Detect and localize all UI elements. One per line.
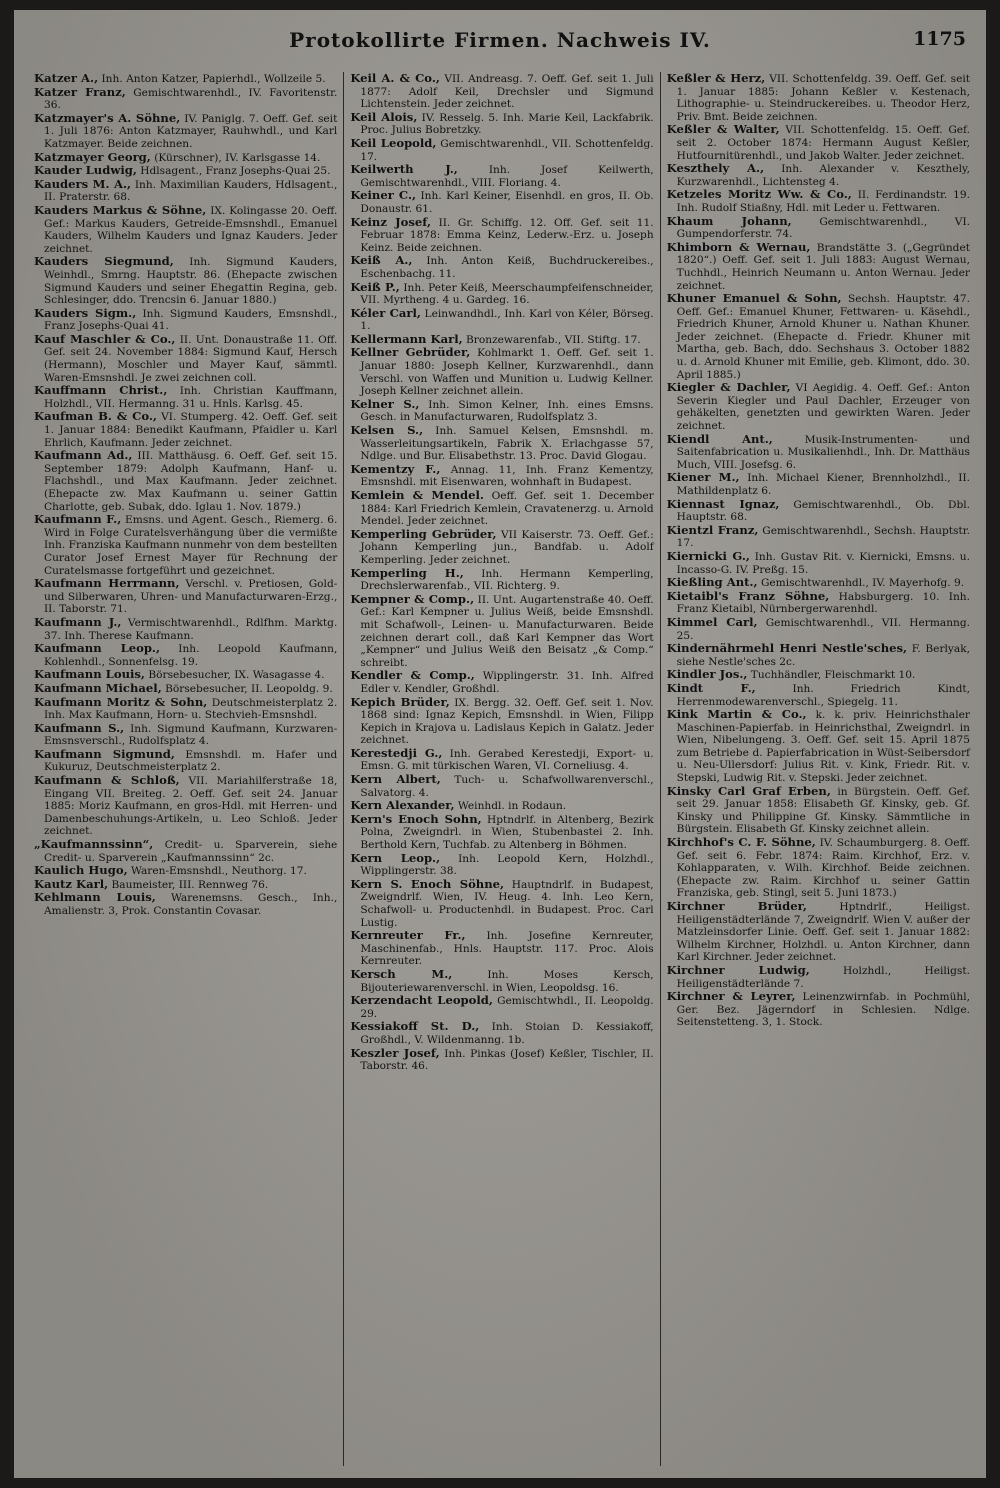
- firm-details: Oeff. Gef. seit 1. December 1884: Karl Friedrich Kemlein, Cravatenerzg. u. Arnold Mendel. Jeder zeichnet.: [360, 490, 654, 528]
- firm-entry: [350, 307, 653, 333]
- firm-entry: [350, 528, 653, 567]
- firm-name: Kaufmann Sigmund,: [34, 746, 175, 761]
- firm-entry: [667, 123, 970, 162]
- firm-name: Kirchner Ludwig,: [666, 962, 810, 977]
- firm-name: Kersch M.,: [350, 966, 453, 981]
- firm-details: Inh. Moses Kersch, Bijouteriewarenverschl. in Wien, Leopoldsg. 16.: [360, 968, 654, 994]
- firm-entry: [667, 668, 970, 682]
- firm-entry: [34, 774, 337, 838]
- firm-entry: [34, 86, 337, 112]
- firm-entry: [34, 449, 337, 513]
- firm-details: Börsebesucher, IX. Wasagasse 4.: [148, 669, 325, 682]
- firm-details: II. Unt. Augartenstraße 40. Oeff. Gef.: Karl Kempner u. Julius Weiß, beide Emsnshdl. mit Schafwoll-, Leinen- u. Manufacturwaren. Beide zeichnen derart coll., daß Karl Kempner das Wort „Kempner“ und Julius Weiß den Beisatz „& Comp.“ schreibt.: [360, 593, 654, 669]
- firm-details: Inh. Gerabed Kerestedji, Export- u. Emsn. G. mit türkischen Waren, VI. Corneliusg. 4.: [360, 747, 654, 773]
- firm-details: Hauptndrlf. in Budapest, Zweigndrlf. Wien, IV. Heug. 4. Inh. Leo Kern, Schafwoll- u. Productenhdl. in Budapest. Proc. Carl Lustig.: [360, 878, 654, 929]
- firm-entry: [350, 216, 653, 255]
- firm-details: IX. Bergg. 32. Oeff. Gef. seit 1. Nov. 1868 sind: Ignaz Kepich, Emsnshdl. in Wien, Filipp Kepich in Krajova u. Ladislaus Kepich in Galatz. Jeder zeichnet.: [360, 696, 654, 747]
- firm-name: Kaufmann S.,: [34, 720, 125, 735]
- firm-entry: [667, 292, 970, 381]
- firm-details: VII Kaiserstr. 73. Oeff. Gef.: Johann Kemperling jun., Bandfab. u. Adolf Kemperling. Jeder zeichnet.: [360, 528, 654, 566]
- firm-name: Kaufmann Leop.,: [34, 641, 161, 656]
- firm-details: Inh. Samuel Kelsen, Emsnshdl. m. Wasserleitungsartikeln, Fabrik X. Erlachgasse 57, Ndlge. und Bur. Elisabethstr. 13. Proc. David Glogau.: [360, 425, 654, 463]
- column-left: [28, 72, 344, 1466]
- firm-details: Inh. Peter Keiß, Meerschaumpfeifenschneider, VII. Myrtheng. 4 u. Gardeg. 16.: [360, 281, 654, 307]
- firm-name: Kern Alexander,: [350, 798, 455, 813]
- firm-name: Kientzl Franz,: [666, 522, 759, 537]
- firm-name: Kirchhof's C. F. Söhne,: [666, 835, 816, 850]
- firm-name: Keilwerth J.,: [350, 162, 458, 177]
- firm-name: Keiner C.,: [350, 188, 417, 203]
- firm-entry: [667, 188, 970, 214]
- firm-entry: [34, 112, 337, 151]
- firm-details: Gemischtwarenhdl., Sechsh. Hauptstr. 17.: [676, 524, 970, 550]
- firm-details: Gemischtwarenhdl., VII. Hermanng. 25.: [676, 616, 970, 642]
- firm-entry: [34, 255, 337, 306]
- firm-name: Kellner Gebrüder,: [350, 345, 471, 360]
- firm-details: II. Gr. Schiffg. 12. Off. Gef. seit 11. Februar 1878: Emma Keinz, Lederw.-Erz. u. Joseph Keinz. Beide zeichnen.: [360, 216, 654, 254]
- firm-details: Inh. Anton Keiß, Buchdruckereibes., Eschenbachg. 11.: [360, 255, 654, 280]
- firm-entry: [350, 463, 653, 489]
- firm-entry: [667, 785, 970, 836]
- firm-name: Kiennast Ignaz,: [666, 496, 780, 511]
- firm-details: Inh. Anton Katzer, Papierhdl., Wollzeile 5.: [101, 73, 326, 85]
- firm-name: Kemperling H.,: [350, 565, 464, 580]
- firm-details: Weinhdl. in Rodaun.: [457, 800, 567, 813]
- firm-details: Sechsh. Hauptstr. 47. Oeff. Gef.: Emanuel Khuner, Fettwaren- u. Käsehdl., Friedrich Khuner, Arnold Khuner u. Nathan Khuner. Jeder zeichnet. (Ehepacte d. Friedr. Khuner mit Martha, geb. Bach, ddo. Sechshaus 3. October 1882 u. d. Arnold Khuner mit Emilie, geb. Klimont, ddo. 30. April 1885.): [676, 293, 970, 381]
- firm-entry: [350, 593, 653, 670]
- firm-details: in Bürgstein. Oeff. Gef. seit 29. Januar 1858: Elisabeth Gf. Kinsky, geb. Gf. Kinsky und Philippine Gf. Kinsky. Sämmtliche in Bürgstein. Elisabeth Gf. Kinsky zeichnet allein.: [676, 785, 970, 836]
- firm-details: IV. Resselg. 5. Inh. Marie Keil, Lackfabrik. Proc. Julius Bobretzky.: [360, 111, 654, 137]
- firm-name: Kauders Markus & Söhne,: [34, 202, 207, 217]
- firm-name: Kießling Ant.,: [666, 575, 758, 590]
- firm-entry: [350, 346, 653, 397]
- firm-details: Inh. Hermann Kemperling, Drechslerwarenfab., VII. Richterg. 9.: [360, 567, 654, 593]
- firm-name: Kepich Brüder,: [350, 694, 450, 709]
- firm-name: Keinz Josef,: [350, 214, 432, 229]
- firm-details: II. Unt. Donaustraße 11. Off. Gef. seit 24. November 1884: Sigmund Kauf, Hersch (Hermann), Moschler und Mayer Kauf, sämmtl. Waren-Emsnshdl. Je zwei zeichnen coll.: [44, 333, 338, 384]
- firm-entry: [34, 178, 337, 204]
- firm-name: Kementzy F.,: [350, 461, 441, 476]
- firm-entry: [34, 164, 337, 178]
- firm-name: Kautz Karl,: [34, 876, 109, 891]
- firm-entry: [34, 72, 337, 86]
- firm-name: Kindler Jos.,: [666, 667, 748, 682]
- firm-details: IV. Paniglg. 7. Oeff. Gef. seit 1. Juli 1876: Anton Katzmayer, Rauhwhdl., und Karl Katzmayer. Beide zeichnen.: [44, 112, 338, 150]
- firm-details: III. Matthäusg. 6. Oeff. Gef. seit 15. September 1879: Adolph Kaufmann, Hanf- u. Flachshdl., und Max Kaufmann. Jeder zeichnet. (Ehepacte zw. Max Kaufmann u. seiner Gattin Charlotte, geb. Subak, ddo. Iglau 1. Nov. 1879.): [44, 450, 338, 513]
- firm-name: Khaum Johann,: [666, 213, 792, 228]
- firm-entry: [34, 616, 337, 642]
- firm-details: Inh. Leopold Kaufmann, Kohlenhdl., Sonnenfelsg. 19.: [44, 643, 338, 668]
- firm-details: Kohlmarkt 1. Oeff. Gef. seit 1. Januar 1880: Joseph Kellner, Kurzwarenhdl., dann Verschl. von Waffen und Munition u. Ludwig Kellner. Joseph Kellner zeichnet allein.: [360, 347, 654, 398]
- firm-name: Kauf Maschler & Co.,: [34, 331, 176, 346]
- firm-name: Kern Albert,: [350, 772, 441, 787]
- firm-entry: [667, 162, 970, 188]
- firm-name: Kemlein & Mendel.: [350, 488, 484, 502]
- firm-name: Kéler Carl,: [350, 305, 421, 320]
- firm-entry: [667, 576, 970, 590]
- firm-name: Keil Leopold,: [350, 135, 437, 150]
- firm-details: Inh. Pinkas (Josef) Keßler, Tischler, II. Taborstr. 46.: [360, 1047, 654, 1073]
- firm-entry: [34, 151, 337, 165]
- firm-details: Börsebesucher, II. Leopoldg. 9.: [165, 682, 333, 695]
- firm-name: Kelner S.,: [350, 396, 420, 411]
- firm-entry: [667, 381, 970, 432]
- firm-entry: [350, 878, 653, 929]
- firm-entry: [667, 471, 970, 497]
- firm-details: Waren-Emsnshdl., Neuthorg. 17.: [131, 865, 307, 878]
- firm-details: Inh. Sigmund Kauders, Emsnshdl., Franz Josephs-Quai 41.: [44, 307, 338, 333]
- firm-entry: [350, 773, 653, 799]
- firm-details: Brandstätte 3. („Gegründet 1820“.) Oeff. Gef. seit 1. Juli 1883: August Wernau, Tuchhdl., Heinrich Neumann u. Anton Wernau. Jeder zeichnet.: [676, 241, 970, 292]
- firm-name: Katzer Franz,: [34, 84, 126, 99]
- firm-name: Kaufmann Louis,: [34, 667, 145, 682]
- firm-details: Inh. Friedrich Kindt, Herrenmodewarenverschl., Spiegelg. 11.: [676, 682, 970, 708]
- firm-entry: [350, 799, 653, 813]
- firm-entry: [34, 410, 337, 449]
- firm-name: Keßler & Herz,: [666, 72, 766, 85]
- firm-name: Khimborn & Wernau,: [666, 239, 811, 254]
- firm-name: Kauders Siegmund,: [34, 254, 174, 269]
- firm-name: Kaufmann Moritz & Sohn,: [34, 694, 208, 709]
- firm-details: Inh. Sigmund Kaufmann, Kurzwaren-Emsnsverschl., Rudolfsplatz 4.: [44, 722, 338, 748]
- firm-name: Khuner Emanuel & Sohn,: [666, 291, 842, 306]
- firm-details: Gemischtwarenhdl., Ob. Dbl. Hauptstr. 68.: [676, 498, 970, 524]
- firm-details: Warenemsns. Gesch., Inh., Amalienstr. 3, Prok. Constantin Covasar.: [44, 892, 338, 917]
- firm-entry: [350, 333, 653, 347]
- firm-details: Inh. Alexander v. Keszthely, Kurzwarenhdl., Lichtensteg 4.: [676, 163, 970, 188]
- firm-details: Credit- u. Sparverein, siehe Credit- u. Sparverein „Kaufmannssinn“ 2c.: [44, 839, 338, 864]
- firm-details: VI Aegidig. 4. Oeff. Gef.: Anton Severin Kiegler und Paul Dachler, Erzeuger von gehäkelten, genetzten und gewirkten Waren. Jeder zeichnet.: [676, 382, 970, 433]
- firm-name: Katzmayer's A. Söhne,: [34, 110, 181, 125]
- firm-details: Inh. Christian Kauffmann, Holzhdl., VII. Hermanng. 31 u. Hnls. Karlsg. 45.: [44, 385, 338, 410]
- firm-details: Leinwandhdl., Inh. Karl von Kéler, Börseg. 1.: [360, 307, 654, 333]
- firm-name: Kiendl Ant.,: [666, 431, 773, 446]
- firm-entry: [667, 964, 970, 990]
- firm-entry: [350, 137, 653, 163]
- firm-name: „Kaufmannssinn“,: [34, 837, 154, 852]
- firm-name: Kellermann Karl,: [350, 331, 463, 346]
- firm-name: Kerzendacht Leopold,: [350, 993, 493, 1008]
- firm-entry: [667, 550, 970, 576]
- firm-name: Kiegler & Dachler,: [666, 380, 791, 395]
- firm-name: Keßler & Walter,: [666, 122, 780, 137]
- firm-name: Keiß P.,: [350, 279, 400, 294]
- firm-name: Kendler & Comp.,: [350, 668, 475, 683]
- firm-name: Kauffmann Christ.,: [34, 383, 168, 398]
- firm-entry: [667, 524, 970, 550]
- firm-name: Kimmel Carl,: [666, 614, 758, 629]
- firm-entry: [34, 696, 337, 722]
- firm-entry: [350, 281, 653, 307]
- firm-details: II. Ferdinandstr. 19. Inh. Rudolf Stiaßny, Hdl. mit Leder u. Fettwaren.: [676, 189, 970, 214]
- firm-details: Emsnshdl. m. Hafer und Kukuruz, Deutschmeisterplatz 2.: [44, 748, 338, 774]
- firm-name: Keszler Josef,: [350, 1045, 440, 1060]
- firm-name: Kempner & Comp.,: [350, 591, 475, 606]
- firm-details: Musik-Instrumenten- und Saitenfabrication u. Musikalienhdl., Inh. Dr. Matthäus Much, VIII. Josefsg. 6.: [676, 433, 970, 471]
- firm-entry: [34, 668, 337, 682]
- firm-name: Kaufmann & Schloß,: [34, 773, 180, 788]
- firm-entry: [667, 836, 970, 900]
- column-right: [661, 72, 976, 1466]
- firm-details: Annag. 11, Inh. Franz Kementzy, Emsnshdl. mit Eisenwaren, wohnhaft in Budapest.: [360, 463, 654, 489]
- firm-entry: [350, 994, 653, 1020]
- firm-details: Wipplingerstr. 31. Inh. Alfred Edler v. Kendler, Großhdl.: [360, 670, 654, 695]
- firm-name: Kink Martin & Co.,: [666, 707, 807, 722]
- firm-entry: [350, 968, 653, 994]
- firm-details: Gemischtwarenhdl., IV. Favoritenstr. 36.: [44, 86, 338, 112]
- firm-name: Kaufman B. & Co.,: [34, 409, 157, 424]
- firm-entry: [350, 929, 653, 968]
- firm-name: Ketzeles Moritz Ww. & Co.,: [666, 187, 852, 202]
- firm-details: Holzhdl., Heiligst. Heiligenstädterlände 7.: [676, 964, 970, 990]
- firm-entry: [34, 722, 337, 748]
- firm-name: Katzer A.,: [34, 72, 99, 85]
- firm-name: Kirchner Brüder,: [666, 899, 807, 913]
- firm-name: Kaufmann Michael,: [34, 680, 162, 695]
- firm-entry: [667, 241, 970, 292]
- firm-details: F. Berlyak, siehe Nestle'sches 2c.: [676, 643, 970, 668]
- firm-name: Kern's Enoch Sohn,: [350, 811, 482, 826]
- firm-entry: [350, 1020, 653, 1046]
- firm-name: Kietaibl's Franz Söhne,: [666, 588, 830, 603]
- firm-entry: [350, 489, 653, 528]
- firm-details: Gemischtwhdl., II. Leopoldg. 29.: [360, 995, 654, 1020]
- firm-entry: [667, 590, 970, 616]
- firm-name: Kauders M. A.,: [34, 176, 132, 191]
- firm-name: Keiß A.,: [350, 253, 413, 268]
- firm-details: Inh. Stoian D. Kessiakoff, Großhdl., V. Wildenmanng. 1b.: [360, 1021, 654, 1046]
- firm-details: Deutschmeisterplatz 2. Inh. Max Kaufmann, Horn- u. Stechvieh-Emsnshdl.: [44, 696, 338, 722]
- firm-details: Vermischtwarenhdl., Rdlfhm. Marktg. 37. Inh. Therese Kaufmann.: [44, 616, 338, 642]
- firm-details: Bronzewarenfab., VII. Stiftg. 17.: [466, 333, 641, 346]
- firm-entry: [34, 891, 337, 917]
- column-container: [28, 72, 976, 1466]
- firm-entry: [667, 900, 970, 964]
- firm-entry: [34, 642, 337, 668]
- firm-name: Keil Alois,: [350, 109, 418, 124]
- firm-entry: [667, 616, 970, 642]
- firm-details: Baumeister, III. Rennweg 76.: [111, 878, 269, 891]
- firm-details: Hptndrlf., Heiligst. Heiligenstädterlände 7, Zweigndrlf. Wien V. außer der Matzleinsdorfer Linie. Oeff. Gef. seit 1. Januar 1882: Wilhelm Kirchner, Holzhdl. u. Anton Kirchner, dann Karl Kirchner. Jeder zeichnet.: [676, 901, 970, 964]
- firm-details: Inh. Karl Keiner, Eisenhdl. en gros, II. Ob. Donaustr. 61.: [360, 190, 654, 215]
- firm-details: VII. Mariahilferstraße 18, Eingang VII. Breiteg. 2. Oeff. Gef. seit 24. Januar 1885: Moriz Kaufmann, en gros-Hdl. mit Herren- und Damenbeschuhungs-Artikeln, u. Leo Schloß. Jeder zeichnet.: [44, 775, 338, 838]
- firm-entry: [34, 384, 337, 410]
- firm-name: Kernreuter Fr.,: [350, 928, 466, 943]
- firm-entry: [34, 333, 337, 384]
- firm-details: Inh. Sigmund Kauders, Weinhdl., Smrng. Hauptstr. 86. (Ehepacte zwischen Sigmund Kauders und seiner Ehegattin Regina, geb. Schlesinger, ddo. Trencsin 6. Januar 1880.): [44, 256, 338, 307]
- firm-name: Kern Leop.,: [350, 850, 441, 865]
- firm-entry: [667, 642, 970, 668]
- firm-name: Kindt F.,: [666, 680, 756, 695]
- firm-details: Inh. Maximilian Kauders, Hdlsagent., II. Praterstr. 68.: [44, 178, 338, 204]
- firm-entry: [350, 254, 653, 280]
- firm-entry: [34, 577, 337, 616]
- firm-details: VII. Schottenfeldg. 15. Oeff. Gef. seit 2. October 1874: Hermann August Keßler, Hutfournitürenhdl., und Jakob Walter. Jeder zeichnet.: [676, 124, 970, 162]
- firm-entry: [667, 72, 970, 123]
- firm-entry: [667, 682, 970, 708]
- firm-entry: [667, 215, 970, 241]
- firm-details: IV. Schaumburgerg. 8. Oeff. Gef. seit 6. Febr. 1874: Raim. Kirchhof, Erz. v. Kohlapparaten, v. Wilh. Kirchhof. Beide zeichnen. (Ehepacte zw. Raim. Kirchhof u. seiner Gattin Franziska, geb. Stingl, seit 5. Juni 1873.): [676, 837, 970, 900]
- firm-details: VII. Schottenfeldg. 39. Oeff. Gef. seit 1. Januar 1885: Johann Keßler v. Kestenach, Lithographie- u. Steindruckereibes. u. Theodor Herz, Priv. Bmt. Beide zeichnen.: [676, 73, 970, 123]
- firm-details: Gemischtwarenhdl., IV. Mayerhofg. 9.: [760, 577, 965, 590]
- firm-details: Tuchhändler, Fleischmarkt 10.: [750, 669, 916, 682]
- firm-entry: [350, 1047, 653, 1073]
- firm-entry: [350, 424, 653, 463]
- firm-details: Hdlsagent., Franz Josephs-Quai 25.: [140, 165, 331, 178]
- firm-details: (Kürschner), IV. Karlsgasse 14.: [154, 151, 321, 164]
- firm-name: Kessiakoff St. D.,: [350, 1019, 480, 1034]
- firm-details: Leinenzwirnfab. in Pochmühl, Ger. Bez. Jägerndorf in Schlesien. Ndlge. Seitenstetteng. 3, 1. Stock.: [676, 991, 970, 1029]
- firm-name: Kelsen S.,: [350, 423, 424, 438]
- firm-details: Hptndrlf. in Altenberg, Bezirk Polna, Zweigndrl. in Wien, Stubenbastei 2. Inh. Berthold Kern, Tuchfab. zu Altenberg in Böhmen.: [360, 813, 654, 852]
- firm-entry: [34, 682, 337, 696]
- firm-entry: [350, 567, 653, 593]
- firm-entry: [350, 747, 653, 773]
- firm-name: Kerestedji G.,: [350, 745, 443, 760]
- firm-details: Gemischtwarenhdl., VI. Gumpendorferstr. 74.: [676, 215, 970, 241]
- firm-entry: [34, 838, 337, 864]
- firm-name: Kaufmann Ad.,: [34, 448, 133, 463]
- firm-details: k. k. priv. Heinrichsthaler Maschinen-Papierfab. in Heinrichsthal, Zweigndrl. in Wien, Nibelungeng. 3. Oeff. Gef. seit 15. April 1875 zum Betriebe d. Papierfabrication in Wüst-Seibersdorf u. Neu-Ullersdorf: Julius Rit. v. Kink, Friedr. Rit. v. Stepski, Ludwig Rit. v. Stepski. Jeder zeichnet.: [676, 709, 970, 785]
- firm-details: Inh. Josefine Kernreuter, Maschinenfab., Hnls. Hauptstr. 117. Proc. Alois Kernreuter.: [360, 930, 654, 968]
- firm-entry: [350, 813, 653, 852]
- firm-details: Tuch- u. Schafwollwarenverschl., Salvatorg. 4.: [360, 774, 654, 799]
- firm-details: Emsns. und Agent. Gesch., Riemerg. 6. Wird in Folge Curatelsverhängung über die vermißte Inh. Franziska Kaufmann nunmehr von dem bestellten Curator Josef Ernest Mayer für Rechnung der Curatelsmasse fortgeführt und gezeichnet.: [44, 514, 338, 577]
- firm-name: Keil A. & Co.,: [350, 72, 440, 85]
- firm-name: Kiernicki G.,: [666, 548, 750, 563]
- firm-entry: [350, 189, 653, 215]
- firm-name: Kaufmann F.,: [34, 512, 122, 527]
- firm-name: Kaufmann J.,: [34, 614, 122, 629]
- firm-details: VII. Andreasg. 7. Oeff. Gef. seit 1. Juli 1877: Adolf Keil, Drechsler und Sigmund Lichtenstein. Jeder zeichnet.: [360, 73, 654, 111]
- firm-name: Keszthely A.,: [666, 161, 765, 176]
- firm-entry: [667, 708, 970, 785]
- firm-entry: [34, 748, 337, 774]
- firm-details: Inh. Simon Kelner, Inh. eines Emsns. Gesch. in Manufacturwaren, Rudolfsplatz 3.: [360, 398, 654, 424]
- firm-name: Kemperling Gebrüder,: [350, 526, 497, 541]
- firm-entry: [350, 696, 653, 747]
- column-middle: [344, 72, 660, 1466]
- firm-details: Inh. Josef Keilwerth, Gemischtwarenhdl., VIII. Floriang. 4.: [360, 164, 654, 189]
- firm-name: Kehlmann Louis,: [34, 890, 156, 905]
- firm-entry: [350, 111, 653, 137]
- firm-name: Kaufmann Herrmann,: [34, 576, 180, 591]
- firm-entry: [34, 204, 337, 255]
- firm-name: Kinsky Carl Graf Erben,: [666, 783, 831, 798]
- firm-details: Verschl. v. Pretiosen, Gold- und Silberwaren, Uhren- und Manufacturwaren-Erzg., II. Taborstr. 71.: [44, 578, 338, 616]
- page-header: [14, 28, 986, 64]
- firm-name: Kirchner & Leyrer,: [666, 989, 796, 1004]
- firm-details: Inh. Gustav Rit. v. Kiernicki, Emsns. u. Incasso-G. IV. Preßg. 15.: [676, 550, 970, 576]
- directory-page: [14, 10, 986, 1478]
- firm-name: Katzmayer Georg,: [34, 149, 151, 164]
- firm-name: Kindernährmehl Henri Nestle'sches,: [666, 641, 908, 656]
- firm-details: VI. Stumperg. 42. Oeff. Gef. seit 1. Januar 1884: Benedikt Kaufmann, Pfaidler u. Karl Ehrlich, Kaufmann. Jeder zeichnet.: [44, 411, 338, 449]
- firm-name: Kiener M.,: [666, 470, 740, 485]
- firm-entry: [667, 990, 970, 1029]
- firm-name: Kaulich Hugo,: [34, 863, 128, 878]
- firm-details: Habsburgerg. 10. Inh. Franz Kietaibl, Nürnbergerwarenhdl.: [676, 590, 970, 616]
- page-title: Protokollirte Firmen. Nachweis IV.: [289, 28, 711, 52]
- firm-entry: [34, 878, 337, 892]
- firm-details: Inh. Michael Kiener, Brennholzhdl., II. Mathildenplatz 6.: [676, 472, 970, 497]
- firm-name: Kauders Sigm.,: [34, 305, 137, 320]
- firm-entry: [34, 864, 337, 878]
- firm-name: Kern S. Enoch Söhne,: [350, 876, 505, 891]
- firm-entry: [667, 498, 970, 524]
- firm-details: Inh. Leopold Kern, Holzhdl., Wipplingerstr. 38.: [360, 852, 654, 878]
- firm-entry: [34, 513, 337, 577]
- firm-entry: [350, 669, 653, 695]
- firm-name: Kauder Ludwig,: [34, 163, 137, 178]
- page-number: 1175: [913, 28, 966, 50]
- firm-entry: [350, 72, 653, 111]
- firm-details: Gemischtwarenhdl., VII. Schottenfeldg. 17.: [360, 137, 654, 163]
- firm-details: IX. Kolingasse 20. Oeff. Gef.: Markus Kauders, Getreide-Emsnshdl., Emanuel Kauders, Wilhelm Kauders und Ignaz Kauders. Jeder zeichnet.: [44, 204, 338, 255]
- firm-entry: [34, 307, 337, 333]
- firm-entry: [350, 398, 653, 424]
- firm-entry: [350, 163, 653, 189]
- firm-entry: [350, 852, 653, 878]
- firm-entry: [667, 433, 970, 472]
